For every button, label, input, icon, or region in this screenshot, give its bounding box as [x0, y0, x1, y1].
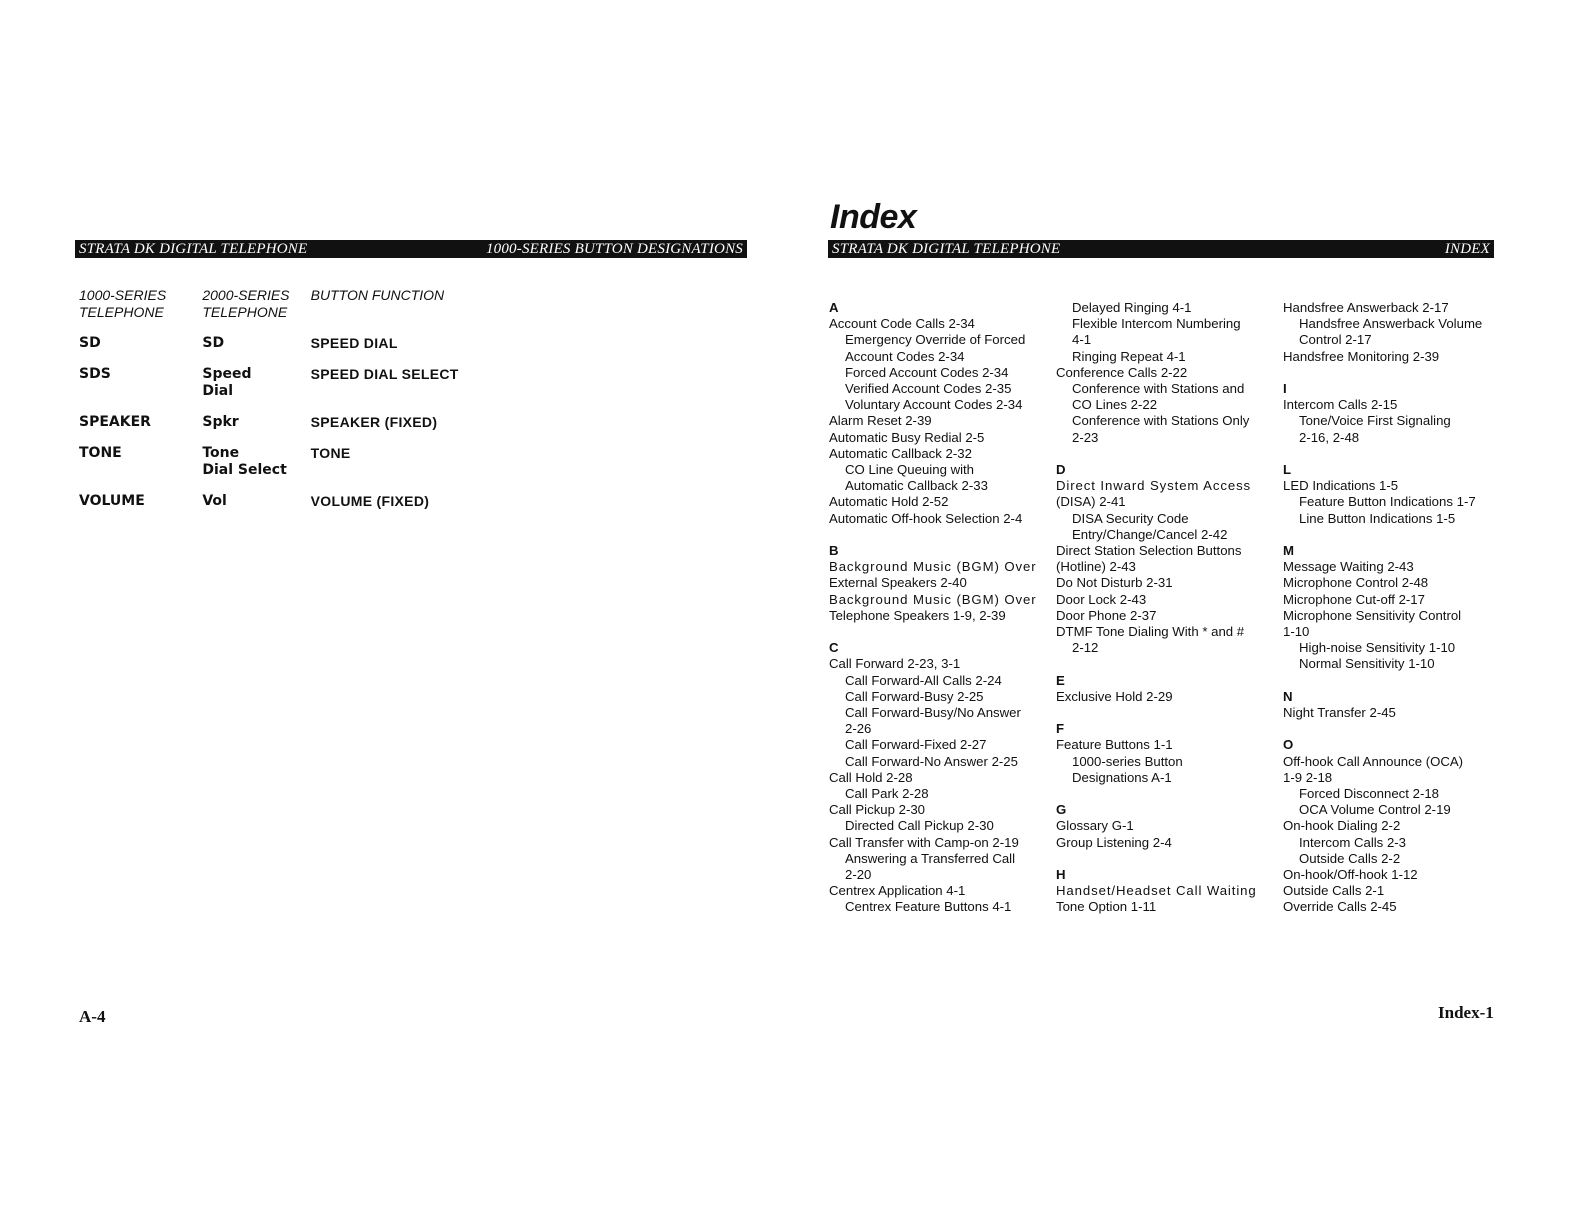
- index-letter-heading: C: [829, 640, 839, 656]
- index-letter-heading: H: [1056, 867, 1066, 883]
- index-subentry: Voluntary Account Codes 2-34: [845, 397, 1023, 413]
- index-entry: Automatic Callback 2-32: [829, 445, 972, 461]
- index-entry: On-hook Dialing 2-2: [1283, 818, 1401, 834]
- series2000-cell: Speed Dial: [202, 366, 252, 399]
- index-entry: Door Lock 2-43: [1056, 591, 1147, 607]
- series1000-cell: SD: [79, 335, 101, 351]
- index-subentry: High-noise Sensitivity 1-10: [1299, 640, 1456, 656]
- index-column-1: [829, 300, 1044, 916]
- index-entry: 1-9 2-18: [1283, 769, 1333, 785]
- index-subentry: Outside Calls 2-2: [1299, 850, 1401, 866]
- index-subentry: 2-16, 2-48: [1299, 429, 1360, 445]
- index-entry: Microphone Sensitivity Control: [1283, 607, 1462, 623]
- index-entry: Night Transfer 2-45: [1283, 705, 1396, 721]
- index-letter-heading: F: [1056, 721, 1065, 737]
- function-cell: TONE: [310, 445, 351, 461]
- index-subentry: CO Lines 2-22: [1072, 397, 1158, 413]
- index-subentry: Automatic Callback 2-33: [845, 478, 988, 494]
- series1000-cell: VOLUME: [79, 493, 145, 509]
- index-spacer: [1056, 446, 1271, 462]
- series1000-cell: TONE: [79, 445, 122, 461]
- index-entry: Background Music (BGM) Over: [829, 559, 1037, 575]
- index-entry: Handset/Headset Call Waiting: [1056, 883, 1257, 899]
- index-entry: Call Hold 2-28: [829, 769, 913, 785]
- index-subentry: Answering a Transferred Call: [845, 850, 1016, 866]
- index-subentry: 2-12: [1072, 640, 1099, 656]
- index-subentry: 2-26: [845, 721, 872, 737]
- index-letter-heading: E: [1056, 672, 1065, 688]
- index-subentry: Call Forward-Fixed 2-27: [845, 737, 987, 753]
- index-letter-heading: A: [829, 300, 839, 315]
- index-entry: Override Calls 2-45: [1283, 899, 1397, 915]
- left-header-section: 1000-SERIES BUTTON DESIGNATIONS: [485, 241, 743, 257]
- index-subentry: 4-1: [1072, 332, 1092, 348]
- index-letter-heading: D: [1056, 462, 1066, 478]
- index-entry: Do Not Disturb 2-31: [1056, 575, 1173, 591]
- index-subentry: Forced Account Codes 2-34: [845, 364, 1009, 380]
- index-subentry: Call Forward-Busy 2-25: [845, 688, 984, 704]
- index-entry: Intercom Calls 2-15: [1283, 397, 1398, 413]
- index-entry: Group Listening 2-4: [1056, 834, 1172, 850]
- index-subentry: Intercom Calls 2-3: [1299, 834, 1407, 850]
- index-subentry: Entry/Change/Cancel 2-42: [1072, 526, 1228, 542]
- index-entry: (DISA) 2-41: [1056, 494, 1126, 510]
- index-subentry: 2-23: [1072, 429, 1099, 445]
- index-subentry: Emergency Override of Forced: [845, 332, 1026, 348]
- index-subentry: Feature Button Indications 1-7: [1299, 494, 1476, 510]
- index-subentry: Line Button Indications 1-5: [1299, 510, 1456, 526]
- index-subentry: Account Codes 2-34: [845, 348, 965, 364]
- index-entry: Call Pickup 2-30: [829, 802, 926, 818]
- index-subentry: Verified Account Codes 2-35: [845, 381, 1012, 397]
- function-cell: VOLUME (FIXED): [310, 493, 430, 509]
- index-entry: Tone Option 1-11: [1056, 899, 1157, 915]
- header-button-function: BUTTON FUNCTION: [310, 287, 445, 303]
- index-subentry: Forced Disconnect 2-18: [1299, 786, 1440, 802]
- function-cell: SPEAKER (FIXED): [310, 414, 438, 430]
- index-subentry: Directed Call Pickup 2-30: [845, 818, 994, 834]
- index-entry: Glossary G-1: [1056, 818, 1134, 834]
- index-entry: Alarm Reset 2-39: [829, 413, 932, 429]
- index-column-2: [1056, 300, 1271, 916]
- left-header-bar: [75, 240, 747, 258]
- function-cell: SPEED DIAL: [310, 335, 398, 351]
- series2000-cell: Spkr: [202, 414, 239, 430]
- index-subentry: Flexible Intercom Numbering: [1072, 316, 1241, 332]
- index-subentry: Centrex Feature Buttons 4-1: [845, 899, 1012, 915]
- index-subentry: CO Line Queuing with: [845, 462, 975, 478]
- index-spacer: [1056, 656, 1271, 672]
- index-subentry: 1000-series Button: [1072, 753, 1183, 769]
- index-entry: Exclusive Hold 2-29: [1056, 688, 1173, 704]
- left-page-number: A-4: [79, 1007, 106, 1026]
- index-subentry: Call Forward-Busy/No Answer: [845, 705, 1021, 721]
- series2000-cell: Vol: [202, 493, 227, 509]
- index-spacer: [1283, 365, 1498, 381]
- index-subentry: Conference with Stations Only: [1072, 413, 1250, 429]
- index-spacer: [1056, 786, 1271, 802]
- index-subentry: Tone/Voice First Signaling: [1299, 413, 1451, 429]
- index-entry: Automatic Off-hook Selection 2-4: [829, 510, 1023, 526]
- index-title: Index: [830, 198, 917, 236]
- index-spacer: [1056, 705, 1271, 721]
- index-entry: Call Forward 2-23, 3-1: [829, 656, 961, 672]
- index-spacer: [1283, 673, 1498, 689]
- series2000-cell: Tone Dial Select: [202, 445, 287, 478]
- index-subentry: Designations A-1: [1072, 769, 1172, 785]
- series2000-cell: SD: [202, 335, 225, 351]
- index-entry: Direct Station Selection Buttons: [1056, 543, 1242, 559]
- index-entry: LED Indications 1-5: [1283, 478, 1399, 494]
- index-entry: Handsfree Answerback 2-17: [1283, 300, 1449, 315]
- index-entry: On-hook/Off-hook 1-12: [1283, 867, 1418, 883]
- table-header-row: [79, 287, 499, 321]
- index-entry: (Hotline) 2-43: [1056, 559, 1136, 575]
- index-entry: Feature Buttons 1-1: [1056, 737, 1173, 753]
- index-subentry: Call Forward-All Calls 2-24: [845, 672, 1002, 688]
- index-subentry: DISA Security Code: [1072, 510, 1189, 526]
- index-spacer: [1056, 851, 1271, 867]
- right-page-number: Index-1: [1438, 1003, 1494, 1022]
- index-entry: Centrex Application 4-1: [829, 883, 966, 899]
- header-1000-series: 1000-SERIES TELEPHONE: [79, 287, 167, 320]
- index-column-3: [1283, 300, 1498, 916]
- table-row: [79, 493, 499, 510]
- index-subentry: Call Park 2-28: [845, 786, 929, 802]
- index-entry: DTMF Tone Dialing With * and #: [1056, 624, 1245, 640]
- index-subentry: Control 2-17: [1299, 332, 1372, 348]
- index-letter-heading: I: [1283, 381, 1287, 396]
- table-row: [79, 445, 499, 479]
- index-entry: 1-10: [1283, 624, 1310, 640]
- right-header-title: STRATA DK DIGITAL TELEPHONE: [832, 241, 1061, 257]
- series1000-cell: SPEAKER: [79, 414, 151, 430]
- index-letter-heading: N: [1283, 688, 1293, 704]
- index-entry: Automatic Busy Redial 2-5: [829, 429, 985, 445]
- index-entry: Conference Calls 2-22: [1056, 364, 1188, 380]
- index-subentry: 2-20: [845, 867, 872, 883]
- index-entry: Microphone Cut-off 2-17: [1283, 591, 1425, 607]
- index-entry: Handsfree Monitoring 2-39: [1283, 348, 1440, 364]
- index-entry: Outside Calls 2-1: [1283, 883, 1385, 899]
- table-row: [79, 335, 499, 352]
- index-entry: Off-hook Call Announce (OCA): [1283, 753, 1464, 769]
- index-subentry: Normal Sensitivity 1-10: [1299, 656, 1435, 672]
- index-letter-heading: G: [1056, 802, 1067, 818]
- index-letter-heading: M: [1283, 543, 1294, 558]
- index-entry: Door Phone 2-37: [1056, 607, 1157, 623]
- header-2000-series: 2000-SERIES TELEPHONE: [202, 287, 290, 320]
- index-spacer: [829, 527, 1044, 543]
- table-row: [79, 414, 499, 431]
- index-entry: Automatic Hold 2-52: [829, 494, 949, 510]
- index-spacer: [1283, 446, 1498, 462]
- index-letter-heading: O: [1283, 737, 1294, 753]
- index-entry: Message Waiting 2-43: [1283, 559, 1414, 575]
- index-letter-heading: L: [1283, 462, 1292, 477]
- left-header-title: STRATA DK DIGITAL TELEPHONE: [79, 241, 308, 257]
- right-header-section: INDEX: [1444, 241, 1490, 257]
- index-entry: Microphone Control 2-48: [1283, 575, 1429, 591]
- table-row: [79, 366, 499, 400]
- index-subentry: Handsfree Answerback Volume: [1299, 316, 1483, 332]
- right-header-bar: [828, 240, 1494, 258]
- index-subentry: Call Forward-No Answer 2-25: [845, 753, 1018, 769]
- index-subentry: Delayed Ringing 4-1: [1072, 300, 1192, 315]
- index-entry: Background Music (BGM) Over: [829, 591, 1037, 607]
- index-entry: Telephone Speakers 1-9, 2-39: [829, 607, 1006, 623]
- index-subentry: OCA Volume Control 2-19: [1299, 802, 1451, 818]
- index-entry: Call Transfer with Camp-on 2-19: [829, 834, 1019, 850]
- index-spacer: [829, 624, 1044, 640]
- index-entry: Direct Inward System Access: [1056, 478, 1252, 494]
- series1000-cell: SDS: [79, 366, 111, 382]
- function-cell: SPEED DIAL SELECT: [310, 366, 459, 382]
- index-letter-heading: B: [829, 543, 839, 559]
- index-subentry: Conference with Stations and: [1072, 381, 1245, 397]
- index-entry: External Speakers 2-40: [829, 575, 967, 591]
- index-entry: Account Code Calls 2-34: [829, 316, 975, 332]
- button-designation-table: [79, 287, 499, 524]
- index-spacer: [1283, 527, 1498, 543]
- index-spacer: [1283, 721, 1498, 737]
- index-subentry: Ringing Repeat 4-1: [1072, 348, 1186, 364]
